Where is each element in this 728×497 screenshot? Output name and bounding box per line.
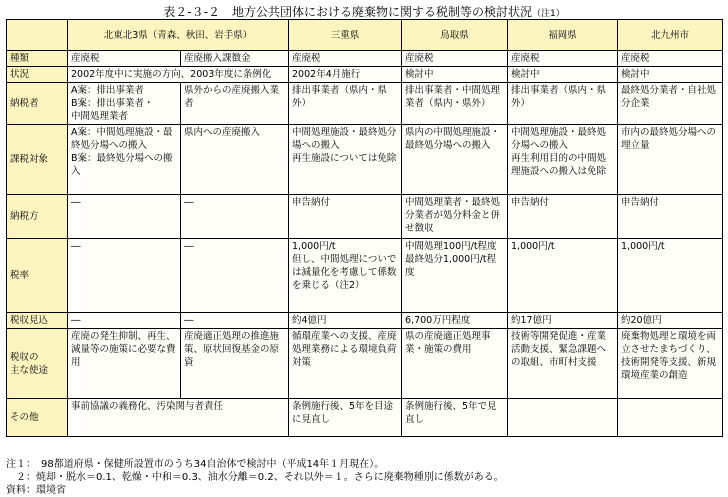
- table-row: [7, 329, 723, 399]
- table-cell: 検討中: [508, 67, 618, 83]
- header-mie: 三重県: [289, 20, 402, 51]
- table-cell: 産廃搬入課徴金: [181, 51, 289, 67]
- table-cell: 条例施行後、5年を目途に見直し: [289, 399, 402, 437]
- table-cell: 産廃税: [68, 51, 181, 67]
- table-cell: 6,700万円程度: [402, 313, 508, 329]
- table-cell: 県内の中間処理施設・最終処分場への搬入: [402, 125, 508, 195]
- table-cell: 循環産業への支援、産廃処理業務による環境負荷対策: [289, 329, 402, 399]
- table-cell: ―: [68, 239, 181, 313]
- table-cell: ―: [181, 313, 289, 329]
- table-cell: 中間処理業者・最終処分業者が処分料金と併せ徴収: [402, 195, 508, 239]
- row-label-method: 納税方: [7, 195, 68, 239]
- table-cell: 検討中: [618, 67, 723, 83]
- table-cell: 産廃税: [618, 51, 723, 67]
- table-cell: 県の産廃適正処理事業・施策の費用: [402, 329, 508, 399]
- table-cell: 申告納付: [508, 195, 618, 239]
- table-cell: 市内の最終処分場への埋立量: [618, 125, 723, 195]
- row-label-use: 税収の 主な使途: [7, 329, 68, 399]
- table-cell: 産廃適正処理の推進施策、原状回復基金の原資: [181, 329, 289, 399]
- row-label-payer: 納税者: [7, 83, 68, 125]
- row-label-rate: 税率: [7, 239, 68, 313]
- header-row: [7, 20, 723, 51]
- table-cell: 検討中: [402, 67, 508, 83]
- header-kitatohoku: 北東北3県（青森、秋田、岩手県）: [68, 20, 289, 51]
- row-label-revenue: 税収見込: [7, 313, 68, 329]
- table-cell: 約17億円: [508, 313, 618, 329]
- table-row: [7, 239, 723, 313]
- table-cell: 排出事業者（県内・県外）: [508, 83, 618, 125]
- header-kitakyushu: 北九州市: [618, 20, 723, 51]
- table-cell: 申告納付: [289, 195, 402, 239]
- header-blank: [7, 20, 68, 51]
- table-cell: 最終処分業者・自社処分企業: [618, 83, 723, 125]
- table-row: [7, 125, 723, 195]
- table-cell: ―: [181, 239, 289, 313]
- table-cell: 1,000円/t: [508, 239, 618, 313]
- table-title-main: 表２-３-２ 地方公共団体における廃棄物に関する税制等の検討状況: [163, 5, 532, 19]
- table-cell: 条例施行後、5年で見直し: [402, 399, 508, 437]
- table-row: [7, 67, 723, 83]
- table-cell: 排出事業者（県内・県外）: [289, 83, 402, 125]
- table-notes: [6, 458, 504, 497]
- table-row: [7, 399, 723, 437]
- table-cell: A案：排出事業者 B案：排出事業者・ 中間処理業者: [68, 83, 181, 125]
- row-label-other: その他: [7, 399, 68, 437]
- table-cell: [508, 399, 618, 437]
- table-cell: 事前協議の義務化、汚染関与者責任: [68, 399, 289, 437]
- table-cell: [618, 399, 723, 437]
- table-cell: ―: [68, 313, 181, 329]
- table-cell: 中間処理施設・最終処分場への搬入 再生利用目的の中間処理施設への搬入は免除: [508, 125, 618, 195]
- tax-status-table: [6, 19, 723, 437]
- table-cell: 県内への産廃搬入: [181, 125, 289, 195]
- table-cell: 中間処理100円/t程度 最終処分1,000円/t程度: [402, 239, 508, 313]
- table-cell: 2002年4月施行: [289, 67, 402, 83]
- source-note: 資料：環境省: [6, 485, 66, 496]
- table-cell: 1,000円/t: [618, 239, 723, 313]
- note-2: ２：焼却・脱水＝0.1、乾燥・中和＝0.3、油水分離＝0.2、それ以外＝１。さらに廃棄物種別に係数がある。: [6, 472, 504, 483]
- table-cell: ―: [68, 195, 181, 239]
- table-row: [7, 51, 723, 67]
- table-row: [7, 195, 723, 239]
- table-cell: ―: [181, 195, 289, 239]
- table-cell: 県外からの産廃搬入業者: [181, 83, 289, 125]
- table-cell: 産廃の発生抑制、再生、減量等の施策に必要な費用: [68, 329, 181, 399]
- note-1: 注１： 98都道府県・保健所設置市のうち34自治体で検討中（平成14年１月現在）。: [6, 459, 385, 470]
- table-cell: 廃棄物処理と環境を両立させたまちづくり、技術開発等支援、新規環境産業の創造: [618, 329, 723, 399]
- table-cell: 約4億円: [289, 313, 402, 329]
- row-label-object: 課税対象: [7, 125, 68, 195]
- table-title-note: （注1）: [531, 9, 565, 19]
- table-cell: 中間処理施設・最終処分場への搬入 再生施設については免除: [289, 125, 402, 195]
- table-cell: 産廃税: [508, 51, 618, 67]
- row-label-status: 状況: [7, 67, 68, 83]
- table-cell: A案：中間処理施設・最終処分場への搬入 B案：最終処分場への搬入: [68, 125, 181, 195]
- table-cell: 1,000円/t 但し、中間処理についでは減量化を考慮して係数を乗じる（注2）: [289, 239, 402, 313]
- table-row: [7, 313, 723, 329]
- row-label-type: 種類: [7, 51, 68, 67]
- table-cell: 技術等開発促進・産業活動支援、緊急課題への取組、市町村支援: [508, 329, 618, 399]
- header-tottori: 鳥取県: [402, 20, 508, 51]
- table-cell: 約20億円: [618, 313, 723, 329]
- table-cell: 産廃税: [402, 51, 508, 67]
- header-fukuoka: 福岡県: [508, 20, 618, 51]
- table-cell: 2002年度中に実施の方向、2003年度に条例化: [68, 67, 289, 83]
- table-row: [7, 83, 723, 125]
- table-cell: 申告納付: [618, 195, 723, 239]
- table-cell: 産廃税: [289, 51, 402, 67]
- table-cell: 排出事業者・中間処理業者（県内・県外）: [402, 83, 508, 125]
